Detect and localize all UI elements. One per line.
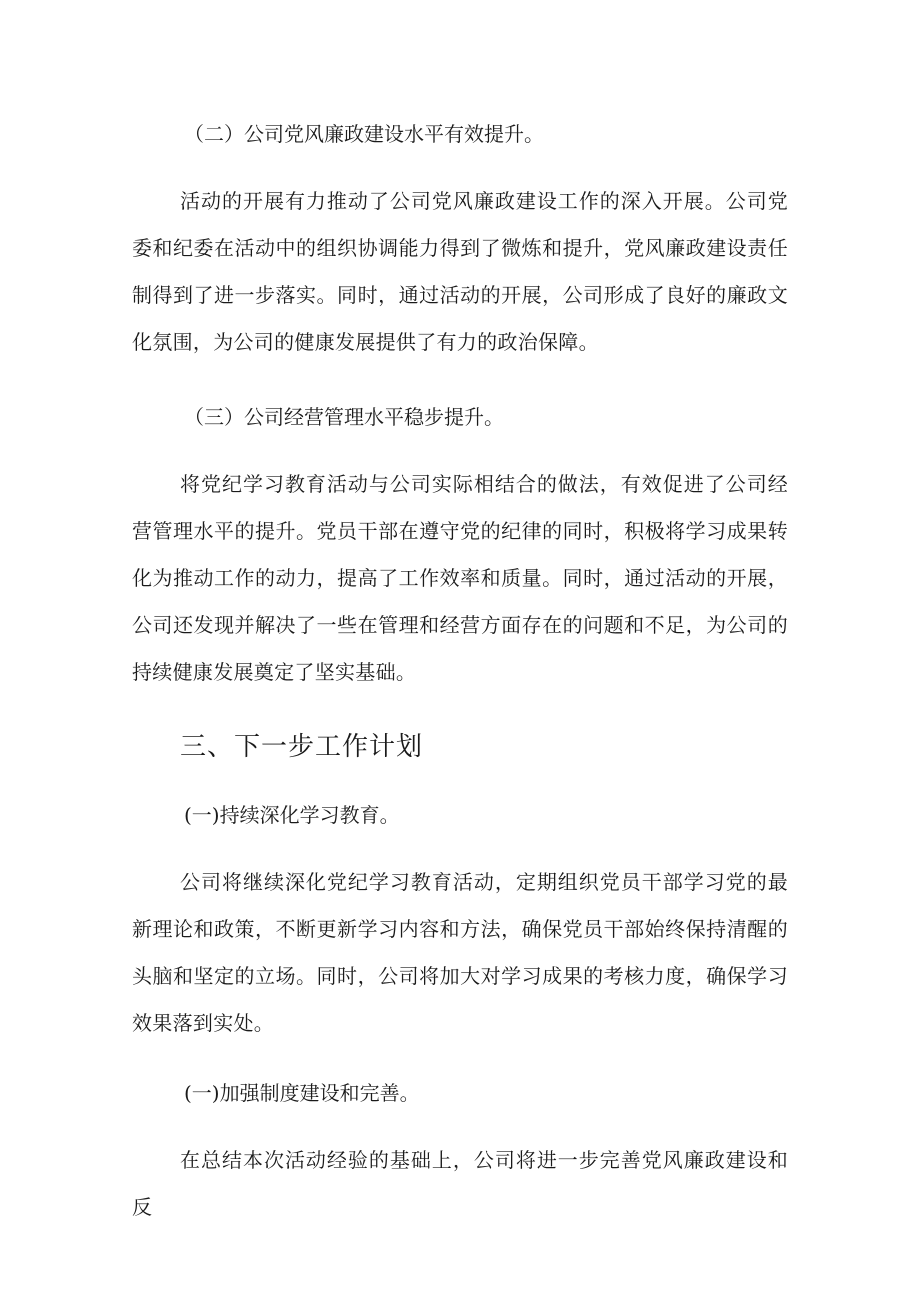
paragraph-deepen-learning: 公司将继续深化党纪学习教育活动，定期组织党员干部学习党的最新理论和政策，不断更新学习内容和方法，确保党员干部始终保持清醒的头脑和坚定的立场。同时，公司将加大对学习成果的考核力度，确保学习效果落到实处。 [132,870,788,1035]
paragraph-party-conduct: 活动的开展有力推动了公司党风廉政建设工作的深入开展。公司党委和纪委在活动中的组织协调能力得到了微炼和提升，党风廉政建设责任制得到了进一步落实。同时，通过活动的开展，公司形成了良好的廉政文化氛围，为公司的健康发展提供了有力的政治保障。 [132,189,788,354]
paragraph-institution-building: 在总结本次活动经验的基础上，公司将进一步完善党风廉政建设和反 [132,1148,788,1219]
subheading-deepen-learning: (一)持续深化学习教育。 [184,803,400,827]
subheading-institution-building: (一)加强制度建设和完善。 [184,1081,420,1105]
subheading-party-conduct: （二）公司党风廉政建设水平有效提升。 [184,122,544,146]
section-heading-next-steps: 三、下一步工作计划 [180,732,424,762]
subheading-management-level: （三）公司经营管理水平稳步提升。 [184,405,504,429]
paragraph-management-level: 将党纪学习教育活动与公司实际相结合的做法，有效促进了公司经营管理水平的提升。党员干部在遵守党的纪律的同时，积极将学习成果转化为推动工作的动力，提高了工作效率和质量。同时，通过活动的开展，公司还发现并解决了一些在管理和经营方面存在的问题和不足，为公司的持续健康发展奠定了坚实基础。 [132,472,788,684]
